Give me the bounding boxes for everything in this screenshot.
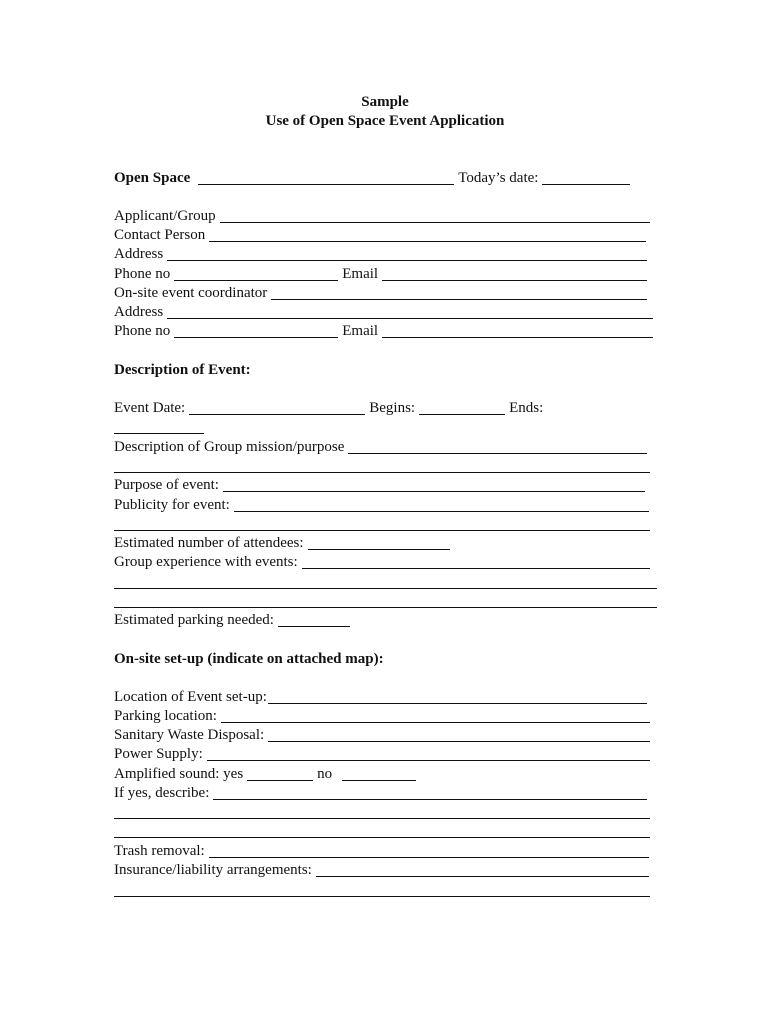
- parking-needed-label: Estimated parking needed:: [114, 612, 274, 628]
- applicant-group-label: Applicant/Group: [114, 208, 216, 224]
- experience-row: [114, 553, 654, 572]
- contact-person-field[interactable]: [209, 241, 646, 242]
- describe-row: [114, 784, 651, 803]
- coordinator-phone-email-row: [114, 322, 657, 341]
- open-space-label: Open Space: [114, 170, 191, 186]
- parking-location-field[interactable]: [221, 722, 650, 723]
- address-row: [114, 245, 651, 264]
- contact-person-label: Contact Person: [114, 227, 206, 243]
- coordinator-field[interactable]: [271, 299, 647, 300]
- phone-email-row: [114, 265, 651, 284]
- setup-location-row: [114, 688, 651, 707]
- form-title: Use of Open Space Event Application: [265, 113, 505, 129]
- mission-label: Description of Group mission/purpose: [114, 439, 345, 455]
- power-supply-label: Power Supply:: [114, 746, 203, 762]
- open-space-field[interactable]: [198, 184, 454, 185]
- coordinator-address-row: [114, 303, 657, 322]
- publicity-field[interactable]: [234, 511, 649, 512]
- trash-removal-row: [114, 842, 653, 861]
- coordinator-row: [114, 284, 651, 303]
- event-section-heading: Description of Event:: [114, 362, 251, 378]
- email-label: Email: [342, 266, 379, 282]
- power-supply-field[interactable]: [207, 760, 650, 761]
- form-title-sample: Sample: [361, 94, 409, 110]
- coordinator-phone-label: Phone no: [114, 323, 171, 339]
- open-space-row: [114, 169, 648, 188]
- parking-location-row: [114, 707, 654, 726]
- describe-field-line-2[interactable]: [114, 818, 650, 819]
- purpose-row: [114, 476, 649, 495]
- setup-location-label: Location of Event set-up:: [114, 689, 267, 705]
- phone-label: Phone no: [114, 266, 171, 282]
- describe-field[interactable]: [213, 799, 647, 800]
- ends-field[interactable]: [114, 433, 204, 434]
- parking-needed-field[interactable]: [278, 626, 350, 627]
- applicant-group-field[interactable]: [220, 222, 650, 223]
- attendees-row: [114, 534, 454, 553]
- insurance-row: [114, 861, 653, 880]
- publicity-field-line-2[interactable]: [114, 530, 650, 531]
- waste-disposal-field[interactable]: [268, 741, 650, 742]
- coordinator-address-field[interactable]: [167, 318, 653, 319]
- event-date-row: [114, 399, 654, 418]
- attendees-label: Estimated number of attendees:: [114, 535, 304, 551]
- parking-needed-row: [114, 611, 354, 630]
- amplified-sound-label: Amplified sound: yes: [114, 766, 244, 782]
- contact-person-row: [114, 226, 650, 245]
- waste-disposal-label: Sanitary Waste Disposal:: [114, 727, 265, 743]
- setup-location-field[interactable]: [268, 703, 647, 704]
- insurance-label: Insurance/liability arrangements:: [114, 862, 312, 878]
- experience-field-line-2[interactable]: [114, 588, 657, 589]
- experience-field[interactable]: [302, 568, 650, 569]
- begins-label: Begins:: [369, 400, 416, 416]
- phone-field[interactable]: [174, 280, 338, 281]
- applicant-group-row: [114, 207, 654, 226]
- event-date-field[interactable]: [189, 414, 365, 415]
- coordinator-email-field[interactable]: [382, 337, 653, 338]
- publicity-row: [114, 496, 653, 515]
- event-date-label: Event Date:: [114, 400, 186, 416]
- todays-date-label: Today’s date:: [458, 170, 539, 186]
- setup-section-heading: On-site set-up (indicate on attached map):: [114, 651, 384, 667]
- setup-heading-row: [114, 650, 654, 669]
- coordinator-address-label: Address: [114, 304, 164, 320]
- publicity-label: Publicity for event:: [114, 497, 230, 513]
- describe-field-line-3[interactable]: [114, 837, 650, 838]
- begins-field[interactable]: [419, 414, 505, 415]
- todays-date-field[interactable]: [542, 184, 630, 185]
- sound-no-field[interactable]: [342, 780, 416, 781]
- sound-no-label: no: [317, 766, 333, 782]
- insurance-field-line-2[interactable]: [114, 896, 650, 897]
- waste-disposal-row: [114, 726, 654, 745]
- power-supply-row: [114, 745, 654, 764]
- mission-field[interactable]: [348, 453, 647, 454]
- sound-yes-field[interactable]: [247, 780, 313, 781]
- describe-label: If yes, describe:: [114, 785, 210, 801]
- parking-location-label: Parking location:: [114, 708, 217, 724]
- event-heading-row: [114, 361, 654, 380]
- coordinator-email-label: Email: [342, 323, 379, 339]
- email-field[interactable]: [382, 280, 647, 281]
- address-field[interactable]: [167, 260, 647, 261]
- trash-removal-label: Trash removal:: [114, 843, 205, 859]
- trash-removal-field[interactable]: [209, 857, 649, 858]
- experience-label: Group experience with events:: [114, 554, 298, 570]
- purpose-field[interactable]: [223, 491, 645, 492]
- experience-field-line-3[interactable]: [114, 607, 657, 608]
- address-label: Address: [114, 246, 164, 262]
- purpose-label: Purpose of event:: [114, 477, 219, 493]
- insurance-field[interactable]: [316, 876, 649, 877]
- coordinator-phone-field[interactable]: [174, 337, 338, 338]
- attendees-field[interactable]: [308, 549, 450, 550]
- mission-row: [114, 438, 651, 457]
- mission-field-line-2[interactable]: [114, 472, 650, 473]
- coordinator-label: On-site event coordinator: [114, 285, 268, 301]
- ends-label: Ends:: [509, 400, 544, 416]
- amplified-sound-row: [114, 765, 444, 784]
